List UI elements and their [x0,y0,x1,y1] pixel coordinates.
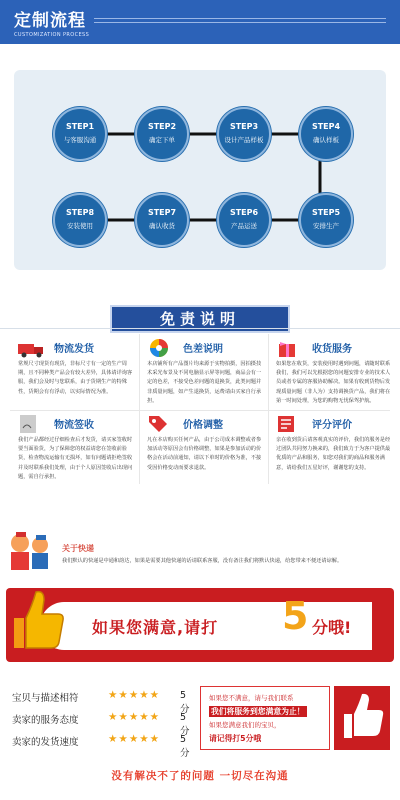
step-2 [135,107,189,161]
rating-stars: ★★★★★ [108,711,161,723]
step-number: STEP2 [147,122,177,131]
step-number: STEP5 [311,208,341,217]
footer-slogan: 没有解决不了的问题 一切尽在沟通 [111,770,289,782]
banner-five: 5 [282,594,309,638]
signature-icon [18,414,46,434]
step-label: 安排生产 [313,222,339,230]
step-number: STEP3 [229,122,259,131]
step-3 [217,107,271,161]
page-title: 定制流程 [14,11,86,31]
express-title: 关于快递 [62,544,94,553]
thumbs-up-card-icon [334,686,390,750]
header-bar [0,0,400,44]
step-number: STEP4 [311,122,341,131]
step-7 [135,193,189,247]
rating-score: 5分 [180,690,190,715]
block-text: 常规尺寸现货有现货，非标尺寸有一定的生产周期，且不同种类产品会有较大差异，具体请详询客服，我们会及时与您联系，由于货期生产的特殊性，货期会有有浮动，以实际情况为准。 [18,361,133,395]
gift-icon [276,338,304,358]
step-5 [299,193,353,247]
rating-row-shipping [12,733,192,759]
rating-row-description [12,689,192,715]
step-label: 安装使用 [67,222,93,230]
block-title: 物流发货 [54,344,94,355]
divider-v2 [268,334,269,484]
satisfaction-callout [200,686,330,750]
rating-row-service [12,711,192,737]
rating-label: 宝贝与描述相符 [12,693,79,704]
block-text: 如果您在收货，安装使用时遇到问题，请随时联系我们，我们可以先根据您的问题安排专业的技术人员或者专属的客服协助解决。如果有收到货物后发现质量问题（非人为）支持调换货产品，我们将在第一时间处理，为您的购物无忧保驾护航。 [276,361,391,404]
block-title: 评分评价 [312,420,352,431]
section-divider [0,328,400,329]
block-title: 色差说明 [183,344,223,355]
rating-label: 卖家的发货速度 [12,737,79,748]
rating-label: 卖家的服务态度 [12,715,79,726]
step-number: STEP6 [229,208,259,217]
block-title: 价格调整 [183,420,223,431]
thumbs-up-icon [4,584,68,656]
price-tag-icon [147,414,175,434]
header-divider [94,18,386,19]
rating-score: 5分 [180,734,190,759]
step-number: STEP8 [65,208,95,217]
block-text: 凡在本店购买任何产品，由于公司成本调整或者参加活动等原因会有价格调整，如果是参加活动的价格会在活动前通知，请以下单时的价格为准，不接受因价格变动而要求退款。 [147,437,262,471]
block-title: 物流签收 [54,420,94,431]
callout-line-1: 如果您不满意，请与我们联系 [209,694,294,702]
step-label: 确定下单 [149,136,175,144]
banner-text: 如果您满意,请打 [92,618,219,637]
step-label: 设计产品样板 [224,136,264,144]
divider-h [10,410,390,411]
disclaimer-title: 免责说明 [110,305,290,333]
courier-icon [6,525,56,575]
step-1 [53,107,107,161]
express-text: 我们默认的快递是中通和韵达，如果是需要其他快递的话请联系客服，没有备注我们将默认快递，给您带来不便还请谅解。 [62,558,343,564]
rating-stars: ★★★★★ [108,733,161,745]
step-label: 产品运送 [231,222,257,230]
callout-line-3: 如果您满意我们的宝贝， [209,721,281,729]
block-text: 亲在收到货后请客观真实的评价，我们的服务是经过团队共同努力换来的，我们致力于为客户提供最优质的产品和服务，如您对我们的商品和服务满意，请给我们五星好评，谢谢您的支持。 [276,437,391,471]
divider-v1 [139,334,140,484]
callout-line-4: 请记得打5分哦 [209,734,262,743]
truck-icon [18,338,46,358]
process-panel [14,70,386,270]
step-8 [53,193,107,247]
banner-suffix: 分哦! [312,618,352,637]
step-4 [299,107,353,161]
step-label: 与客服沟通 [63,136,97,144]
callout-line-2: 我们将服务到您满意为止！ [211,707,305,716]
review-icon [276,414,304,434]
step-number: STEP1 [65,122,95,131]
rating-score: 5分 [180,712,190,737]
block-text: 我们产品都经过仔细检查后才发货，请买家签收时要当面验货，为了保障您的权益请您在签收前验货，检查物流运输有无损坏，如有问题请拒绝签收并及时联系我们处理，由于个人原因签收后出现问题，需自行承担。 [18,437,133,480]
block-text: 本店铺所有产品图片均来源于实物拍摄，因拍摄技术采光布景及不同电脑显示屏等问题，商品会有一定的色差，不接受色差问题的退换货，此类问题并非质量问题，如产生退换货，运费请由买家自行承担。 [147,361,262,404]
step-number: STEP7 [147,208,177,217]
rating-stars: ★★★★★ [108,689,161,701]
header-divider-2 [94,22,386,23]
color-wheel-icon [147,338,175,358]
step-label: 确认收货 [149,222,175,230]
step-6 [217,193,271,247]
step-label: 确认样板 [313,136,339,144]
page-subtitle: CUSTOMIZATION PROCESS [14,32,90,38]
block-title: 收货服务 [312,344,352,355]
